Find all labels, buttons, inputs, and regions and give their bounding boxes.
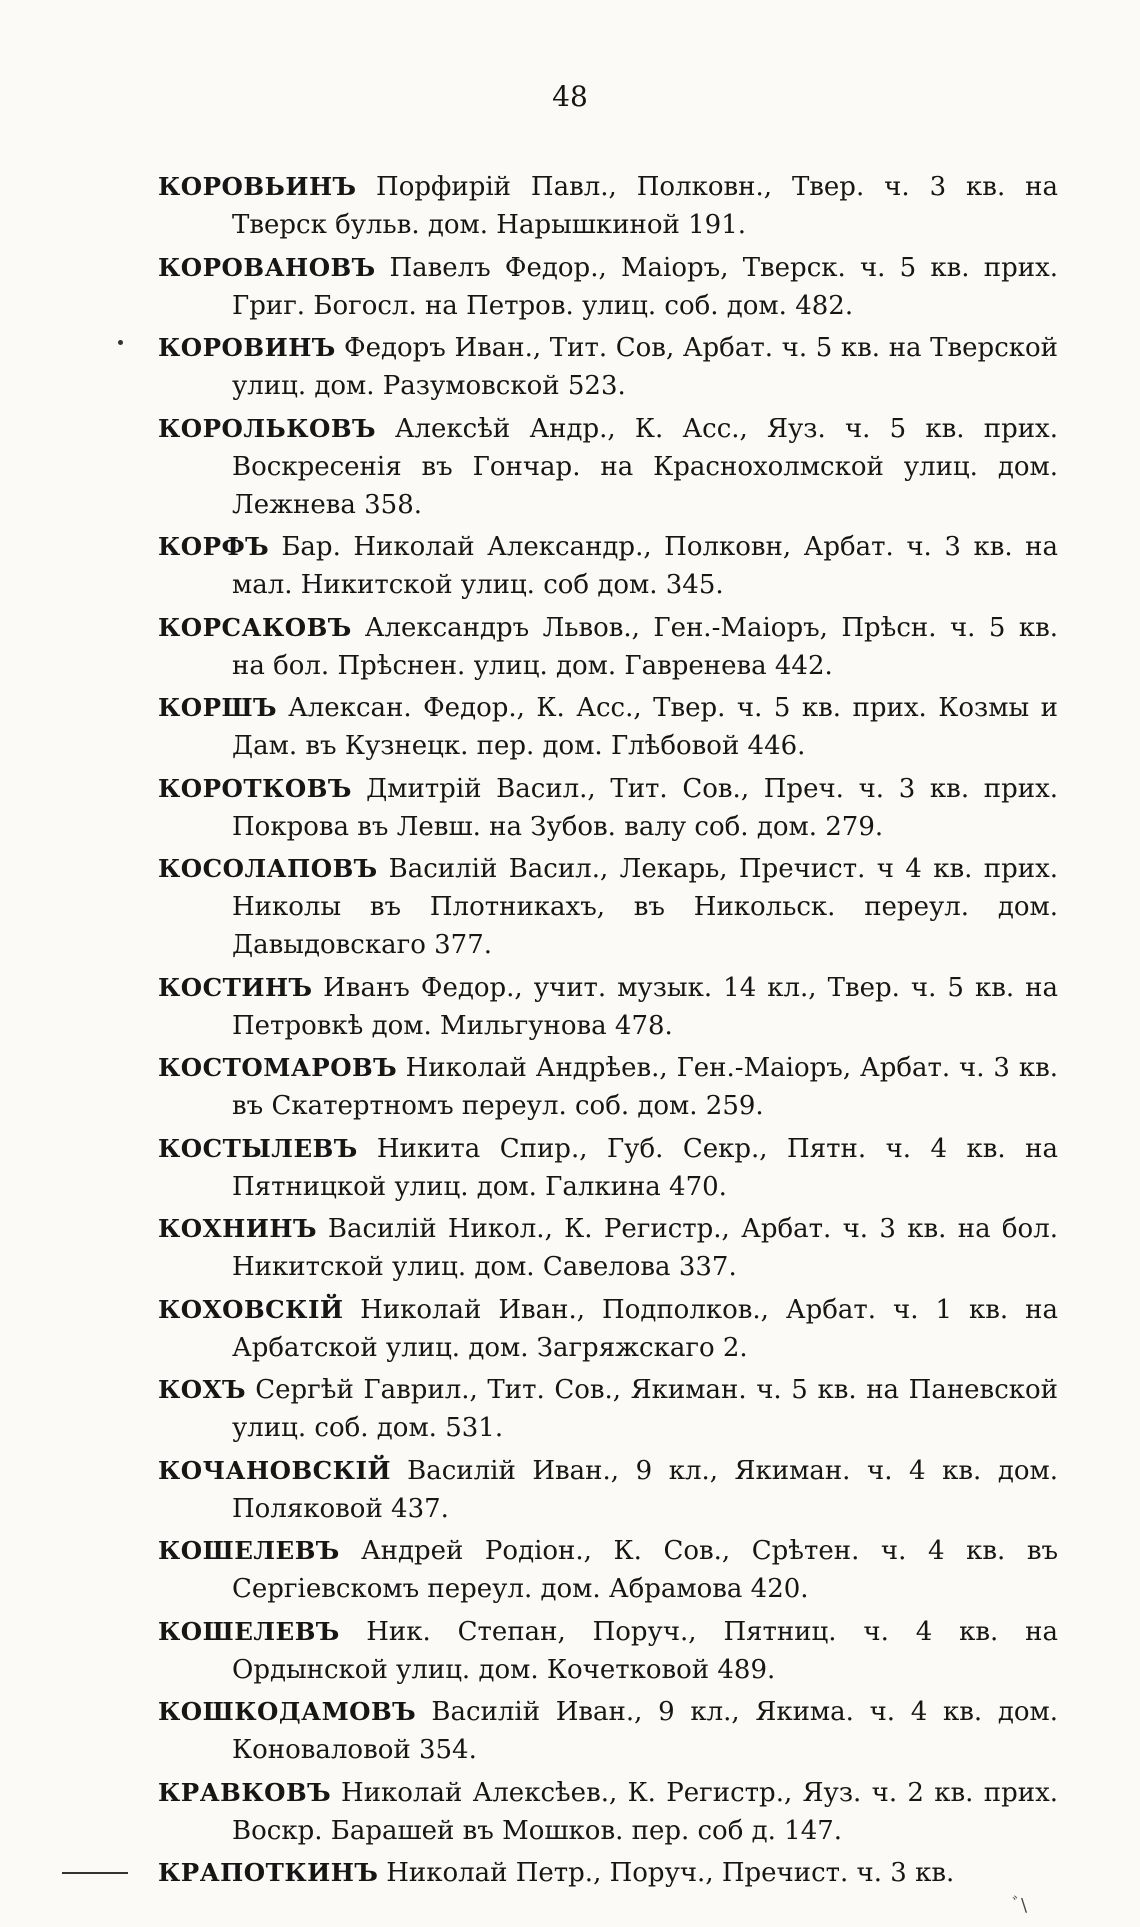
entry-text: Дмитрій Васил., Тит. Сов., Преч. ч. 3 кв. прих. Покрова въ Левш. на Зубов. валу соб. дом. 279. — [232, 773, 1058, 842]
entry-surname: КРАВКОВЪ — [158, 1777, 332, 1807]
entry-surname: КОРОВАНОВЪ — [158, 252, 376, 282]
directory-entry — [158, 1693, 1058, 1769]
entry-surname: КОРОВИНЪ — [158, 333, 336, 362]
entry-text: Александръ Львов., Ген.-Маіоръ, Прѣсн. ч. 5 кв. на бол. Прѣснен. улиц. дом. Гавренева 442. — [232, 612, 1058, 681]
entry-text: Николай Алексѣев., К. Регистр., Яуз. ч. 2 кв. прих. Воскр. Барашей въ Мошков. пер. соб д. 147. — [232, 1777, 1058, 1846]
entry-surname: КОХНИНЪ — [158, 1214, 318, 1243]
page-number: 48 — [552, 80, 588, 113]
directory-entry — [158, 770, 1058, 846]
directory-entry — [158, 1210, 1058, 1286]
entry-text: Василій Иван., 9 кл., Якима. ч. 4 кв. дом. Коноваловой 354. — [232, 1697, 1058, 1765]
entry-surname: КОРСАКОВЪ — [158, 612, 352, 642]
entry-text: Бар. Николай Александр., Полковн, Арбат. ч. 3 кв. на мал. Никитской улиц. соб дом. 345. — [232, 532, 1058, 600]
entry-text: Андрей Родіон., К. Сов., Срѣтен. ч. 4 кв. въ Сергіевскомъ переул. дом. Абрамова 420. — [232, 1536, 1058, 1604]
margin-line — [62, 1872, 128, 1874]
entry-text: Николай Петр., Поруч., Пречист. ч. 3 кв. — [386, 1858, 955, 1888]
entry-surname: КОШКОДАМОВЪ — [158, 1697, 417, 1726]
entry-surname: КОЧАНОВСКІЙ — [158, 1455, 392, 1485]
entry-text: Николай Андрѣев., Ген.-Маіоръ, Арбат. ч. 3 кв. въ Скатертномъ переул. соб. дом. 259. — [232, 1053, 1058, 1121]
directory-entry — [158, 1532, 1058, 1608]
directory-entry — [158, 249, 1058, 325]
entry-surname: КОРОТКОВЪ — [158, 773, 352, 803]
directory-entry — [158, 1130, 1058, 1206]
entry-text: Иванъ Федор., учит. музык. 14 кл., Твер. ч. 5 кв. на Петровкѣ дом. Мильгунова 478. — [232, 972, 1058, 1041]
directory-entry — [158, 850, 1058, 964]
entry-surname: КОРШЪ — [158, 693, 278, 722]
directory-entry — [158, 969, 1058, 1045]
directory-entry — [158, 1049, 1058, 1125]
entry-text: Василій Васил., Лекарь, Пречист. ч 4 кв. прих. Николы въ Плотникахъ, въ Никольск. переул. дом. Давыдовскаго 377. — [232, 854, 1059, 960]
entry-surname: КОСТОМАРОВЪ — [158, 1053, 398, 1082]
margin-dot — [118, 340, 123, 345]
directory-entry — [158, 410, 1058, 524]
directory-entry — [158, 528, 1058, 604]
directory-entry — [158, 1291, 1058, 1367]
entry-text: Алексан. Федор., К. Асс., Твер. ч. 5 кв. прих. Козмы и Дам. въ Кузнецк. пер. дом. Глѣбовой 446. — [232, 693, 1058, 761]
entry-surname: КОХЪ — [158, 1375, 247, 1404]
entry-text: Федоръ Иван., Тит. Сов, Арбат. ч. 5 кв. на Тверской улиц. дом. Разумовской 523. — [232, 333, 1058, 401]
entry-text: Никита Спир., Губ. Секр., Пятн. ч. 4 кв. на Пятницкой улиц. дом. Галкина 470. — [232, 1133, 1058, 1202]
entry-surname: КОРФЪ — [158, 532, 270, 561]
directory-entry — [158, 1774, 1058, 1850]
entry-text: Сергѣй Гаврил., Тит. Сов., Якиман. ч. 5 кв. на Паневской улиц. соб. дом. 531. — [232, 1375, 1058, 1443]
entry-surname: КОСОЛАПОВЪ — [158, 854, 378, 883]
directory-entry — [158, 1854, 1058, 1892]
entry-text: Василій Иван., 9 кл., Якиман. ч. 4 кв. дом. Поляковой 437. — [232, 1455, 1058, 1524]
directory-entry — [158, 1371, 1058, 1447]
directory-entry — [158, 329, 1058, 405]
entry-text: Павелъ Федор., Маіоръ, Тверск. ч. 5 кв. прих. Григ. Богосл. на Петров. улиц. соб. дом. 482. — [232, 252, 1059, 321]
entry-text: Николай Иван., Подполков., Арбат. ч. 1 кв. на Арбатской улиц. дом. Загряжскаго 2. — [232, 1294, 1058, 1363]
directory-entry — [158, 1452, 1058, 1528]
entry-surname: КОШЕЛЕВЪ — [158, 1616, 340, 1646]
directory-entry — [158, 1613, 1058, 1689]
directory-entry — [158, 168, 1058, 244]
entry-surname: КОШЕЛЕВЪ — [158, 1536, 340, 1565]
entry-text: Порфирій Павл., Полковн., Твер. ч. 3 кв. на Тверск бульв. дом. Нарышкиной 191. — [232, 172, 1058, 240]
entry-surname: КОРОЛЬКОВЪ — [158, 413, 377, 443]
entry-surname: КОСТЫЛЕВЪ — [158, 1133, 358, 1163]
entry-surname: КРАПОТКИНЪ — [158, 1858, 379, 1887]
entry-surname: КОХОВСКІЙ — [158, 1294, 344, 1324]
corner-mark: ﾞ\ — [1012, 1895, 1028, 1916]
entry-surname: КОСТИНЪ — [158, 972, 313, 1002]
entry-surname: КОРОВЬИНЪ — [158, 172, 357, 201]
entry-text: Алексѣй Андр., К. Асс., Яуз. ч. 5 кв. прих. Воскресенія въ Гончар. на Краснохолмской улиц. дом. Лежнева 358. — [232, 413, 1058, 520]
directory-entry — [158, 609, 1058, 685]
entry-text: Ник. Степан, Поруч., Пятниц. ч. 4 кв. на Ордынской улиц. дом. Кочетковой 489. — [232, 1616, 1058, 1685]
entry-text: Василій Никол., К. Регистр., Арбат. ч. 3 кв. на бол. Никитской улиц. дом. Савелова 337. — [232, 1214, 1058, 1282]
directory-entries — [158, 168, 1058, 1897]
directory-entry — [158, 689, 1058, 765]
